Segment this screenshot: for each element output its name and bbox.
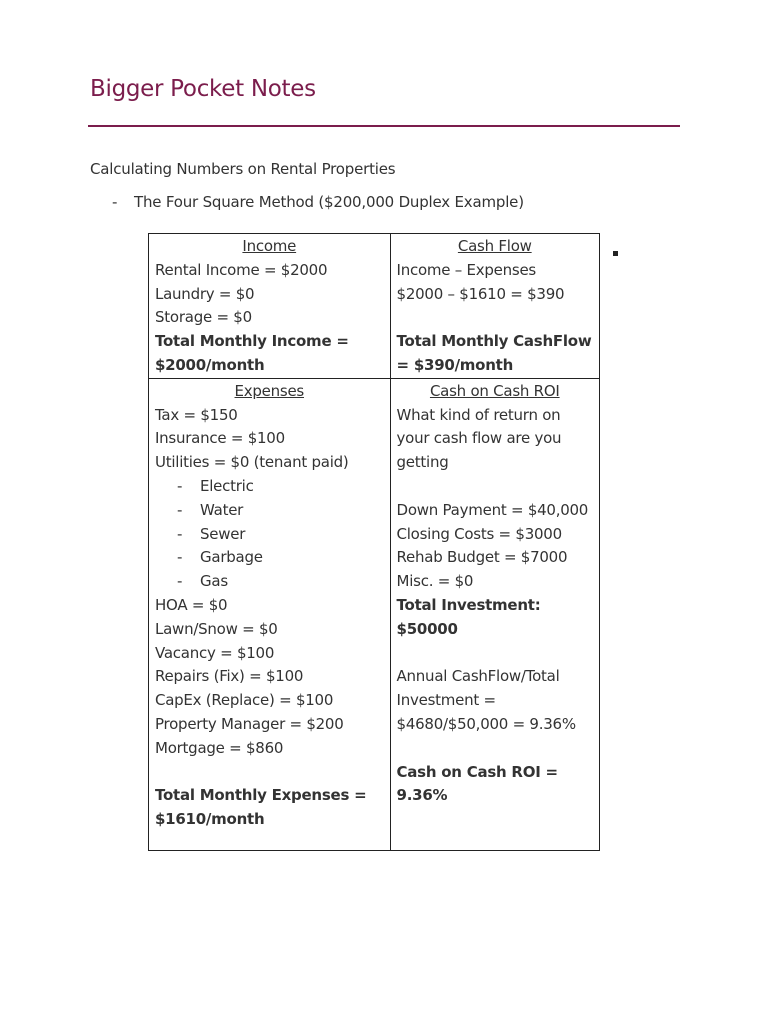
roi-down-payment: Down Payment = $40,000 <box>396 500 589 519</box>
income-total: Total Monthly Income = $2000/month <box>155 332 349 374</box>
roi-cell <box>390 378 599 850</box>
roi-rehab-budget: Rehab Budget = $7000 <box>396 548 568 567</box>
income-cell <box>149 234 391 379</box>
expense-line: Repairs (Fix) = $100 <box>155 667 304 686</box>
income-line: Rental Income = $2000 <box>155 260 328 279</box>
document-title: Bigger Pocket Notes <box>90 76 316 102</box>
utility-item: - Water <box>177 500 244 519</box>
expenses-total: Total Monthly Expenses = $1610/month <box>155 786 367 829</box>
income-heading: Income <box>242 237 297 255</box>
income-line: Laundry = $0 <box>155 284 255 303</box>
expenses-heading: Expenses <box>234 381 304 400</box>
expense-line: Vacancy = $100 <box>155 643 275 662</box>
title-divider <box>88 125 680 127</box>
utility-item: - Sewer <box>177 524 246 543</box>
expense-line: Insurance = $100 <box>155 429 285 448</box>
four-square-table <box>148 233 600 851</box>
cashflow-total: Total Monthly CashFlow = $390/month <box>396 332 592 374</box>
roi-total-investment: Total Investment: $50000 <box>396 595 541 638</box>
roi-misc: Misc. = $0 <box>396 572 474 591</box>
roi-annual-calc: Annual CashFlow/Total Investment = $4680/$50,000 = 9.36% <box>396 667 576 733</box>
expense-line: Mortgage = $860 <box>155 738 284 757</box>
roi-question: What kind of return on your cash flow are you getting <box>396 405 562 472</box>
expense-line: Property Manager = $200 <box>155 714 344 733</box>
section-heading: Calculating Numbers on Rental Properties <box>90 160 396 178</box>
cashflow-cell <box>390 234 599 379</box>
expense-line: Utilities = $0 (tenant paid) <box>155 453 349 472</box>
income-line: Storage = $0 <box>155 308 252 327</box>
expenses-cell <box>149 378 391 850</box>
cashflow-heading: Cash Flow <box>457 237 532 255</box>
expense-line: CapEx (Replace) = $100 <box>155 691 334 710</box>
roi-heading: Cash on Cash ROI <box>429 381 560 400</box>
method-bullet-text: The Four Square Method ($200,000 Duplex Example) <box>134 193 524 211</box>
expense-line: Lawn/Snow = $0 <box>155 619 278 638</box>
small-square-marker <box>613 251 618 256</box>
utility-item: - Garbage <box>177 548 263 567</box>
cashflow-formula: Income – Expenses <box>396 260 536 279</box>
expense-line: Tax = $150 <box>155 405 238 424</box>
utility-item: - Gas <box>177 572 228 591</box>
utility-item: - Electric <box>177 476 254 495</box>
cashflow-calc: $2000 – $1610 = $390 <box>396 284 565 303</box>
roi-closing-costs: Closing Costs = $3000 <box>396 524 562 543</box>
bullet-dash: - <box>112 193 118 211</box>
method-bullet <box>112 193 524 211</box>
roi-result: Cash on Cash ROI = 9.36% <box>396 762 558 805</box>
expense-line: HOA = $0 <box>155 595 228 614</box>
